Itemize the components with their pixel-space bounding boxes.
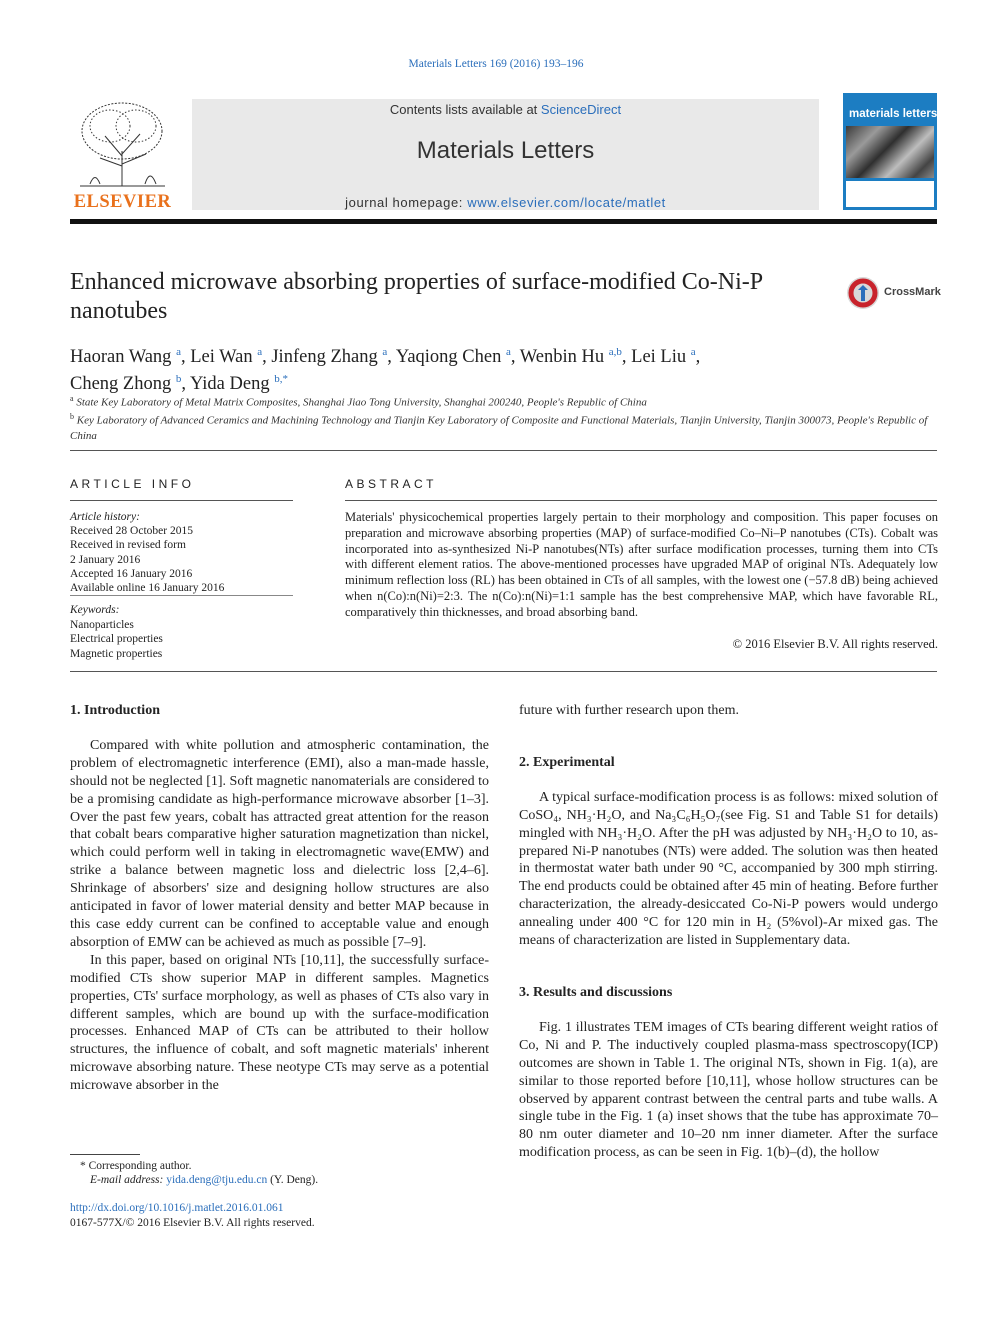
- abstract-rule: [345, 500, 937, 501]
- keyword-item: Nanoparticles: [70, 618, 134, 631]
- intro-continuation: future with further research upon them.: [519, 703, 740, 718]
- affiliation-label: b: [70, 412, 74, 422]
- author-affiliation-mark[interactable]: b,*: [274, 373, 288, 386]
- author-name[interactable]: Yaqiong Chen: [395, 347, 502, 368]
- contents-line: [192, 102, 819, 117]
- body-column-left: [70, 702, 489, 1095]
- keyword-item: Electrical properties: [70, 633, 163, 645]
- section-heading-results: 3. Results and discussions: [519, 984, 673, 1000]
- footnotes: [70, 1159, 490, 1230]
- history-label: Article history:: [70, 511, 140, 523]
- author-name[interactable]: Jinfeng Zhang: [271, 347, 378, 368]
- abstract-copyright: © 2016 Elsevier B.V. All rights reserved.: [732, 637, 938, 651]
- article-info-heading: ARTICLE INFO: [70, 477, 195, 491]
- email-suffix: (Y. Deng).: [267, 1174, 319, 1187]
- history-item: Accepted 16 January 2016: [70, 567, 193, 580]
- author-affiliation-mark[interactable]: a: [505, 346, 511, 358]
- history-item: Available online 16 January 2016: [70, 582, 225, 595]
- history-item: Received 28 October 2015: [70, 525, 193, 538]
- author-affiliation-mark[interactable]: a: [176, 346, 181, 358]
- sciencedirect-link[interactable]: ScienceDirect: [540, 102, 622, 117]
- affiliation-item: [70, 410, 940, 443]
- corresponding-text: Corresponding author.: [88, 1160, 192, 1172]
- publisher-name: ELSEVIER: [73, 192, 172, 212]
- author-name[interactable]: Yida Deng: [189, 374, 270, 395]
- crossmark-label: CrossMark: [884, 286, 941, 298]
- author-list: Haoran Wang $^a$, Lei Wan $^a$, Jinfeng Zhang $^a$, Yaqiong Chen $^a$, Wenbin Hu $^{a,b}$, Lei Liu $^a$, Cheng Zhong $^b$, Yida Deng $^{b,*}$: [70, 346, 701, 395]
- author-affiliation-mark[interactable]: a: [690, 346, 696, 358]
- section-heading-introduction: 1. Introduction: [70, 703, 160, 718]
- footnote-rule: [70, 1154, 140, 1155]
- author-name[interactable]: Lei Liu: [631, 347, 687, 368]
- history-item: Received in revised form: [70, 539, 186, 552]
- author-name[interactable]: Lei Wan: [190, 347, 253, 368]
- email-note: [70, 1173, 490, 1187]
- intro-paragraph-2: In this paper, based on original NTs [10,11], the successfully surface-modified CTs show superior MAP in different samples. Magnetics properties, CTs' surface morphology, as well as phases of CTs also vary in different samples, which are bound up with the surface-modification processes. Enhanced MAP of CTs can be attributed to their hollow structures, the influence of cobalt, and soft magnetic materials' inherent microwave absorbing nature. These neotype CTs may serve as a potential microwave absorber in the: [70, 952, 489, 1094]
- homepage-line: [192, 195, 819, 210]
- author-affiliation-mark[interactable]: b: [175, 373, 182, 386]
- homepage-prefix: journal homepage:: [345, 195, 468, 210]
- section-divider: [70, 450, 937, 451]
- history-item: 2 January 2016: [70, 553, 141, 566]
- author-affiliation-mark[interactable]: a: [382, 346, 388, 358]
- keywords-label: Keywords:: [70, 604, 120, 616]
- affiliation-text: Key Laboratory of Advanced Ceramics and Machining Technology and Tianjin Key Laboratory of Composite and Functional Materials, Tianjin University, Tianjin 300073, People's Republic of China: [70, 415, 928, 442]
- author-name[interactable]: Cheng Zhong: [70, 374, 172, 395]
- keyword-item: Magnetic properties: [70, 647, 163, 660]
- crossmark-badge[interactable]: [846, 276, 956, 310]
- email-label: E-mail address:: [90, 1174, 167, 1187]
- header-divider: [70, 219, 937, 224]
- keywords: [70, 603, 295, 661]
- journal-citation[interactable]: Materials Letters 169 (2016) 193–196: [408, 58, 584, 70]
- article-info-rule: [70, 500, 293, 501]
- abstract-text: Materials' physicochemical properties largely pertain to their morphology and composition. This paper focuses on preparation and microwave absorbing properties (MAP) of surface-modified Co–Ni–P nanotubes (CTs). Cobalt was incorporated into as-synthesized Ni-P nanotubes(NTs) after surface modification processes, turning them into CTs with different element ratios. The above-mentioned processes have upgraded MAP of original NTs. Adequately low minimum reflection loss (RL) has been obtained in CTs of all samples, with the lowest one (−57.8 dB) being achieved when n(Co):n(Ni)=2:3. The n(Co):n(Ni)=1:1 sample has the best comprehensive MAP, which have favorable RL, comparatively thin thicknesses, and broad absorbing band.: [345, 510, 938, 619]
- section-heading-experimental: 2. Experimental: [519, 754, 615, 770]
- author-name[interactable]: Wenbin Hu: [519, 347, 605, 368]
- abstract-heading: ABSTRACT: [345, 477, 438, 491]
- intro-paragraph-1: Compared with white pollution and atmospheric contamination, the problem of electromagnetic interference (EMI), also a man-made hassle, should not be neglected [1]. Soft magnetic nanomaterials are considered to be a promising candidate as high-performance microwave absorber [1–3]. Over the past few years, cobalt has attracted great attention for the reason that cobalt bears comparative higher saturation magnetization than nickel, which could perform well in taking in electromagnetic wave(EMW) and strike a balance between magnetic loss and dielectric loss [2,4–6]. Shrinkage of absorbers' size and designing hollow structures are also anticipated in favor of lower material density and better MAP because in this case eddy current can be confined to acceptable value and enough absorption of EMW can be achieved as much as possible [7–9].: [70, 737, 489, 950]
- journal-title: Materials Letters: [416, 137, 595, 164]
- affiliation-text: State Key Laboratory of Metal Matrix Composites, Shanghai Jiao Tong University, Shanghai 200240, People's Republic of China: [76, 396, 647, 409]
- affiliations: [70, 392, 940, 444]
- crossmark-icon: [846, 276, 880, 310]
- author-name[interactable]: Haoran Wang: [70, 347, 172, 368]
- corresponding-note: * Corresponding author.: [80, 1160, 192, 1172]
- article-history: [70, 510, 295, 595]
- results-paragraph: Fig. 1 illustrates TEM images of CTs bearing different weight ratios of Co, Ni and P. The inductively coupled plasma-mass spectroscopy(ICP) outcomes are shown in Table 1. The original NTs, shown in Fig. 1(a), are similar to those reported before [10,11], whose hollow structures can be observed by apparent contrast between the central parts and tube walls. A single tube in the Fig. 1 (a) inset shows that the tube has approximate 70–80 nm outer diameter and 10–20 nm inner diameter. After the surface modification process, as can be seen in Fig. 1(b)–(d), the hollow: [519, 1019, 938, 1161]
- journal-cover-thumbnail[interactable]: [843, 93, 937, 210]
- author-affiliation-mark[interactable]: a: [257, 346, 263, 358]
- cover-image: [846, 126, 934, 178]
- homepage-link[interactable]: www.elsevier.com/locate/matlet: [467, 195, 666, 210]
- affiliation-label: a: [70, 394, 74, 403]
- author-affiliation-mark[interactable]: a,b: [608, 346, 622, 358]
- experimental-paragraph: A typical surface-modification process is as follows: mixed solution of CoSO₄, NH₃·H₂O, and Na₃C₆H₅O₇(see Fig. S1 and Table S1 for details) mingled with NH₃·H₂O. After the pH was adjusted by NH₃·H₂O to 10, as-prepared Ni-P nanotubes (NTs) were added. The solution was then heated in thermostat water bath under 90 °C, accompanied by 300 mph stirring. The end products could be obtained after 45 min of heating. Before further characterization, the already-desiccated Co-Ni-P powers would undergo annealing under 400 °C for 120 min in H₂ (5%vol)-Ar mixed gas. The means of characterization are listed in Supplementary data.: [519, 789, 938, 949]
- body-divider: [70, 671, 937, 672]
- issn-line: 0167-577X/© 2016 Elsevier B.V. All rights reserved.: [70, 1216, 315, 1229]
- cover-title: materials letters: [849, 108, 937, 120]
- body-column-right: [519, 702, 938, 1162]
- cover-lower-panel: [846, 181, 934, 207]
- affiliation-item: [70, 392, 940, 410]
- contents-prefix: Contents lists available at: [389, 102, 541, 117]
- email-link[interactable]: yida.deng@tju.edu.cn: [166, 1174, 268, 1187]
- history-rule: [70, 595, 293, 596]
- doi-link[interactable]: http://dx.doi.org/10.1016/j.matlet.2016.01.061: [70, 1202, 284, 1215]
- paper-title: Enhanced microwave absorbing properties of surface-modified Co-Ni-P nanotubes: [70, 269, 763, 324]
